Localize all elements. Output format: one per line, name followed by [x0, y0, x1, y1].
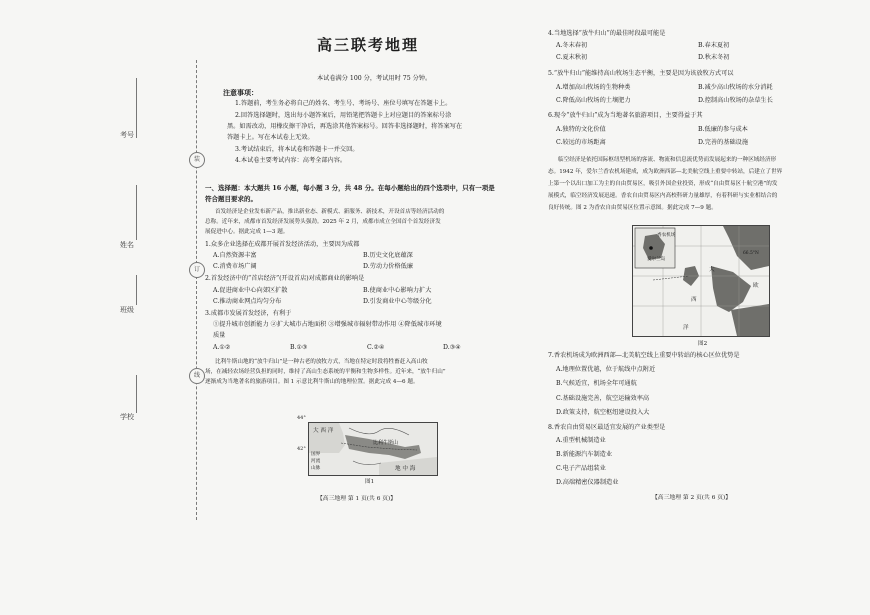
option: C.消费市场广阔: [213, 263, 257, 270]
question-6: 6.现今“放牛归山”成为当地著名旅游项目，主要得益于其: [548, 112, 703, 119]
passage-line: 上第一个以出口加工为主的自由贸易区，吸引外国企业投资，形成“自由贸易区十航空港”的发: [548, 181, 778, 187]
note-line: 1.答题前，考生务必将自己的姓名、考生号、考场号、座位号填写在答题卡上。: [235, 100, 452, 107]
latitude-label: 42°: [297, 446, 306, 452]
map-figure-1: [308, 422, 438, 476]
option: D.高端精密仪器制造业: [556, 479, 619, 486]
option: D.劳动力价格低廉: [363, 263, 414, 270]
map-label-island: 爱尔兰岛: [647, 257, 666, 262]
question-7: 7.香农机场成为欧洲西部—北美航空线上重要中转站的核心区位优势是: [548, 352, 740, 359]
question-3-items: 质量: [213, 332, 226, 339]
shannon-map: [633, 226, 769, 336]
option: C.基础设施完善，航空运输效率高: [556, 395, 650, 402]
option: B.春末夏初: [698, 42, 730, 49]
option: D.完善的基础设施: [698, 139, 749, 146]
option: A.地理位置优越，位于航线中点附近: [556, 366, 656, 373]
question-5: 5.“放牛归山”能维持高山牧场生态平衡，主要是因为该放牧方式可以: [548, 70, 734, 77]
latitude-label: 66.5°N: [743, 251, 759, 256]
side-underline: [136, 375, 137, 413]
map-figure-2: [632, 225, 770, 337]
option: C.降低高山牧场的土壤肥力: [556, 97, 631, 104]
option: D.控制高山牧场的杂草生长: [698, 97, 773, 104]
option: A.冬末春初: [556, 42, 588, 49]
passage-line: 场，在减轻农场经营负担的同时，维持了高山生态系统的平衡和生物多样性。近年来，“放牛归山”: [205, 369, 446, 375]
map-label: 大: [709, 267, 715, 273]
option: A.①②: [213, 344, 231, 351]
passage-line: 逐渐成为当地著名的旅游项目。图 1 示意比利牛斯山的地理位置。据此完成 4—6 题。: [205, 379, 419, 385]
side-field-class: 班级: [120, 306, 134, 314]
figure-caption: 图1: [365, 479, 375, 485]
option: C.较远的市场距离: [556, 139, 606, 146]
option: A.独特的文化价值: [556, 126, 606, 133]
map-label: 大 西 洋: [313, 428, 334, 434]
note-line: 4.本试卷主要考试内容：高考全部内容。: [235, 157, 347, 164]
binding-hole: 装: [189, 152, 205, 168]
passage-line: 首发经济是企业发布新产品，推出新业态、新模式、新服务、新技术，开设首店等经济活动的: [215, 209, 445, 215]
map-label: 比利牛斯山: [373, 440, 399, 446]
option: C.夏末秋初: [556, 54, 588, 61]
passage-line: 总称。近年来，成都市首发经济发展势头强劲。2025 年 2 月，成都市成立全国首个首发经济发: [205, 219, 441, 225]
map-label: 西: [691, 297, 697, 303]
option: B.使商业中心影响力扩大: [363, 287, 432, 294]
section-heading: 一、选择题：本大题共 16 小题，每小题 3 分，共 48 分。在每小题给出的四个选项中，只有一项是: [205, 184, 495, 192]
question-8: 8.香农自由贸易区最适宜发展的产业类型是: [548, 424, 666, 431]
passage-line: 展促进中心。据此完成 1—3 题。: [205, 229, 289, 235]
notes-heading: 注意事项：: [223, 88, 258, 97]
question-3: 3.成都市发展首发经济，有利于: [205, 310, 292, 317]
option: C.②④: [367, 344, 385, 351]
option: D.③④: [443, 344, 461, 351]
question-3-items: ①提升城市创新能力 ②扩大城市占地面积 ③增强城市辐射带动作用 ④降低城市环境: [213, 321, 442, 328]
option: B.减少高山牧场的水分消耗: [698, 84, 773, 91]
exam-title: 高三联考地理: [316, 36, 419, 54]
side-underline: [136, 78, 137, 138]
binding-hole: 线: [189, 368, 205, 384]
map-label: 洋: [683, 325, 689, 331]
side-field-name: 姓名: [120, 241, 134, 249]
option: C.电子产品组装业: [556, 465, 606, 472]
note-line: 3.考试结束后，将本试卷和答题卡一并交回。: [235, 146, 359, 153]
exam-info: 本试卷满分 100 分，考试用时 75 分钟。: [317, 75, 432, 82]
passage-line: 态。1942 年，爱尔兰香农机场建成，成为欧洲西部—北美航空线上重要中转站，后建立了世界: [548, 169, 783, 175]
latitude-label: 44°: [297, 415, 306, 421]
option: D.秋末冬初: [698, 54, 730, 61]
option: A.重型机械制造业: [556, 437, 606, 444]
note-line: 2.回答选择题时，选出每小题答案后，用铅笔把答题卡上对应题目的答案标号涂: [235, 112, 452, 119]
option: A.自然资源丰富: [213, 252, 257, 259]
side-field-school: 学校: [120, 413, 134, 421]
map-label-airport: 香农机场: [657, 233, 676, 238]
legend-border: 国界: [311, 452, 321, 457]
map-label: 欧: [753, 283, 759, 289]
option: D.引发商业中心等级分化: [363, 298, 432, 305]
option: B.低廉的参与成本: [698, 126, 748, 133]
page-footer: 【高三地理 第 1 页(共 6 页)】: [317, 496, 397, 502]
side-underline: [136, 275, 137, 305]
passage-line: 良好传统。图 2 为香农自由贸易区位置示意图。据此完成 7—9 题。: [548, 205, 717, 211]
option: B.①③: [290, 344, 308, 351]
note-line: 黑。如需改动，用橡皮擦干净后，再选涂其他答案标号。回答非选择题时，将答案写在: [227, 123, 463, 130]
page-footer: 【高三地理 第 2 页(共 6 页)】: [652, 495, 732, 501]
legend-mountain: 山脉: [311, 466, 321, 471]
question-1: 1.众多企业选择在成都开展首发经济活动，主要因为成都: [205, 241, 360, 248]
binding-hole: 订: [189, 262, 205, 278]
passage-line: 展模式，临空经济发展迅速。香农自由贸易区内高校科研力量雄厚，有着科研与实业相结合的: [548, 193, 778, 199]
side-underline: [136, 185, 137, 240]
passage-line: 比利牛斯山地的“放牛归山”是一种古老的放牧方式，当地在特定时段将牲畜赶入高山牧: [215, 359, 428, 365]
side-field-exam-number: 考号: [120, 131, 134, 139]
option: A.促进商业中心向郊区扩散: [213, 287, 288, 294]
option: C.推动商业网点均匀分布: [213, 298, 282, 305]
question-4: 4.当地选择“放牛归山”的最佳时段最可能是: [548, 30, 666, 37]
option: B.新能源汽车制造业: [556, 451, 613, 458]
map-label: 地 中 海: [395, 466, 416, 472]
figure-caption: 图2: [698, 341, 708, 347]
question-2: 2.首发经济中的“首店经济”(开设首店)对成都商业的影响是: [205, 275, 365, 282]
option: D.政策支持，航空枢纽建设投入大: [556, 409, 650, 416]
legend-river: 河流: [311, 459, 321, 464]
option: B.气候适宜，机场全年可通航: [556, 380, 637, 387]
note-line: 答题卡上。写在本试卷上无效。: [227, 134, 314, 141]
passage-line: 临空经济是依托国际枢纽型机场的客流、物流和信息流优势而发展起来的一种区域经济形: [558, 157, 777, 163]
binding-dashed-line: [196, 60, 197, 520]
option: A.增加高山牧场的生物种类: [556, 84, 631, 91]
option: B.历史文化底蕴深: [363, 252, 413, 259]
section-heading: 符合题目要求的。: [205, 195, 257, 203]
